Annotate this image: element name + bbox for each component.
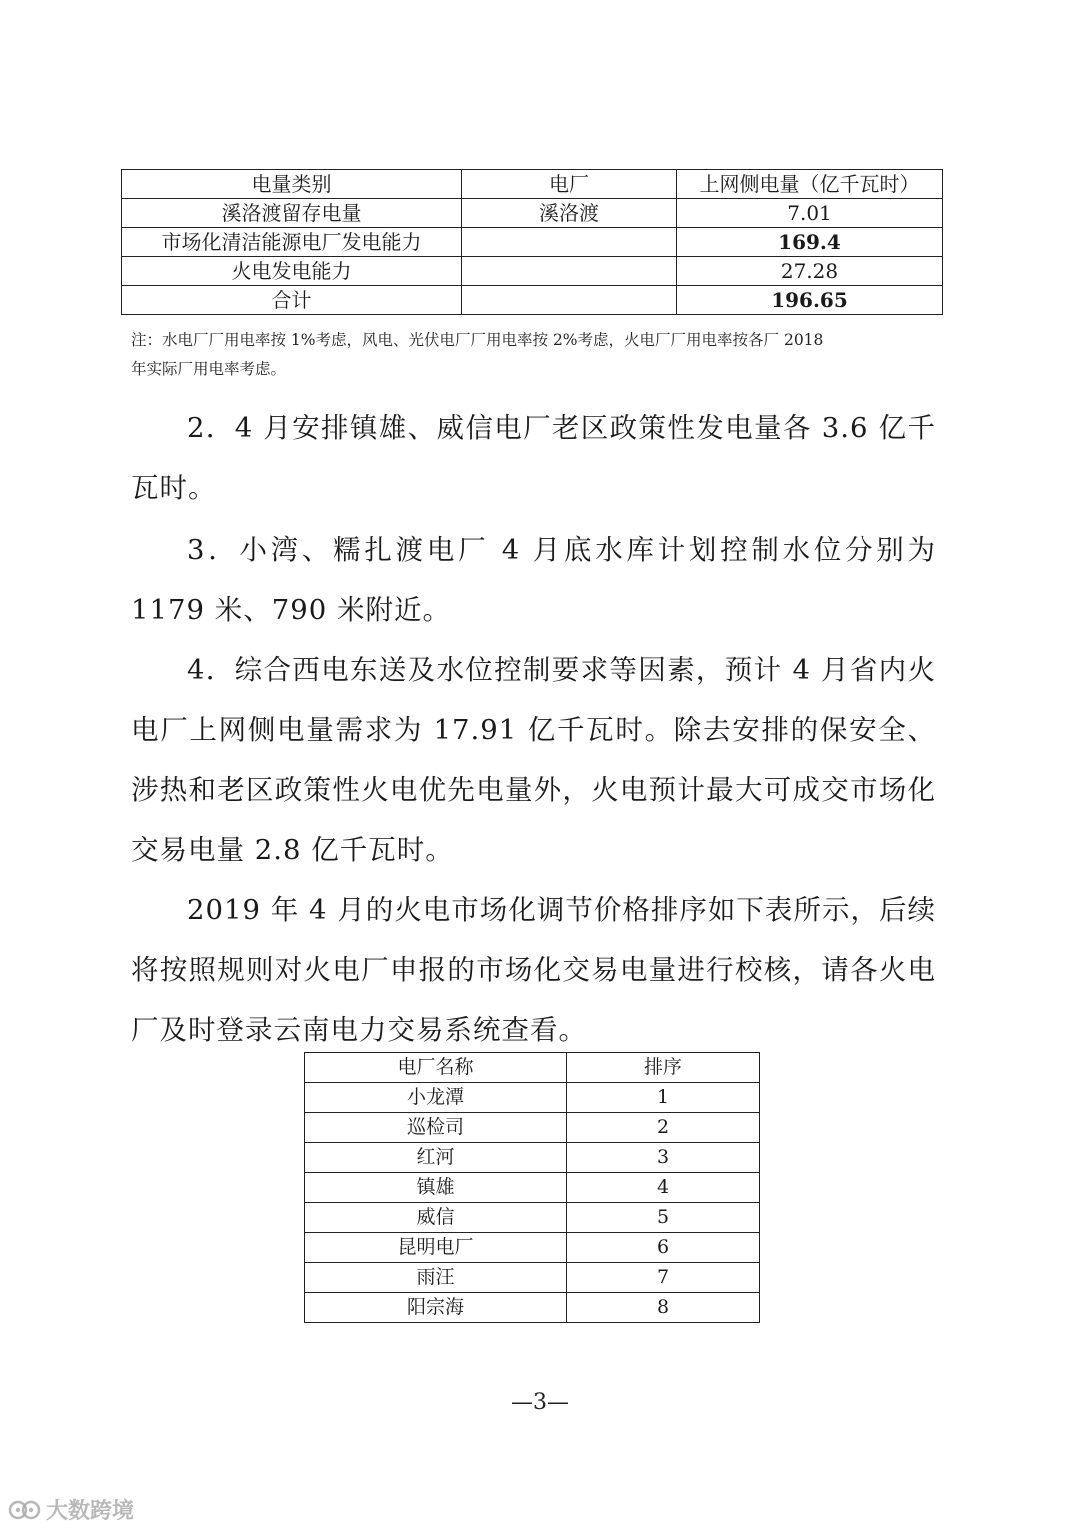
cell-category: 市场化清洁能源电厂发电能力	[122, 228, 462, 257]
paragraph-5-text: 2019 年 4 月的火电市场化调节价格排序如下表所示，后续将按照规则对火电厂申报的市场化交易电量进行校核，请各火电厂及时登录云南电力交易系统查看。	[131, 894, 936, 1046]
paragraph-5	[131, 880, 936, 1060]
table-row	[305, 1233, 760, 1263]
table-row	[305, 1203, 760, 1233]
table-row	[305, 1263, 760, 1293]
column-header-plant: 电厂	[462, 170, 677, 199]
cell-value: 7.01	[677, 199, 943, 228]
cell-value: 196.65	[677, 286, 943, 315]
table-row	[305, 1083, 760, 1113]
table-row	[122, 257, 943, 286]
cell-plant-name: 镇雄	[305, 1173, 567, 1203]
cell-category: 火电发电能力	[122, 257, 462, 286]
table-row	[122, 199, 943, 228]
cell-plant-name: 小龙潭	[305, 1083, 567, 1113]
cell-value: 27.28	[677, 257, 943, 286]
table-row-total	[122, 286, 943, 315]
cell-category: 溪洛渡留存电量	[122, 199, 462, 228]
cell-rank: 7	[567, 1263, 760, 1293]
price-ranking-table	[304, 1052, 760, 1323]
table-row	[305, 1173, 760, 1203]
cell-plant-name: 昆明电厂	[305, 1233, 567, 1263]
column-header-rank: 排序	[567, 1053, 760, 1083]
cell-rank: 8	[567, 1293, 760, 1323]
cell-plant	[462, 286, 677, 315]
paragraph-2-text: 2．4 月安排镇雄、威信电厂老区政策性发电量各 3.6 亿千瓦时。	[131, 412, 936, 504]
cell-plant	[462, 257, 677, 286]
column-header-grid-energy: 上网侧电量（亿千瓦时）	[677, 170, 943, 199]
paragraph-3	[131, 520, 936, 640]
page-number: —3—	[511, 1390, 569, 1415]
column-header-category: 电量类别	[122, 170, 462, 199]
cell-value: 169.4	[677, 228, 943, 257]
cell-plant-name: 威信	[305, 1203, 567, 1233]
cell-rank: 4	[567, 1173, 760, 1203]
cell-plant-name: 阳宗海	[305, 1293, 567, 1323]
table-header-row	[122, 170, 943, 199]
cell-rank: 1	[567, 1083, 760, 1113]
cell-plant-name: 雨汪	[305, 1263, 567, 1293]
cell-rank: 5	[567, 1203, 760, 1233]
cell-category: 合计	[122, 286, 462, 315]
table-note	[131, 326, 941, 384]
watermark-text: 大数跨境	[46, 1499, 135, 1524]
cell-rank: 3	[567, 1143, 760, 1173]
watermark-logo-icon	[8, 1499, 42, 1521]
watermark	[8, 1494, 134, 1525]
note-line-2: 年实际厂用电率考虑。	[131, 360, 287, 378]
cell-plant: 溪洛渡	[462, 199, 677, 228]
paragraph-2	[131, 398, 936, 518]
paragraph-4	[131, 640, 936, 880]
table-row	[305, 1293, 760, 1323]
note-line-1: 注：水电厂厂用电率按 1%考虑，风电、光伏电厂厂用电率按 2%考虑，火电厂厂用电率按各厂 2018	[131, 331, 824, 349]
table-row	[305, 1113, 760, 1143]
cell-plant-name: 红河	[305, 1143, 567, 1173]
cell-plant	[462, 228, 677, 257]
cell-rank: 2	[567, 1113, 760, 1143]
paragraph-3-text: 3．小湾、糯扎渡电厂 4 月底水库计划控制水位分别为 1179 米、790 米附近。	[131, 534, 936, 626]
table-row	[305, 1143, 760, 1173]
table-header-row	[305, 1053, 760, 1083]
cell-rank: 6	[567, 1233, 760, 1263]
power-summary-table	[121, 169, 943, 315]
column-header-plant-name: 电厂名称	[305, 1053, 567, 1083]
table-row	[122, 228, 943, 257]
paragraph-4-text: 4．综合西电东送及水位控制要求等因素，预计 4 月省内火电厂上网侧电量需求为 17.91 亿千瓦时。除去安排的保安全、涉热和老区政策性火电优先电量外，火电预计最大可成交市场化交易电量 2.8 亿千瓦时。	[131, 654, 936, 866]
cell-plant-name: 巡检司	[305, 1113, 567, 1143]
